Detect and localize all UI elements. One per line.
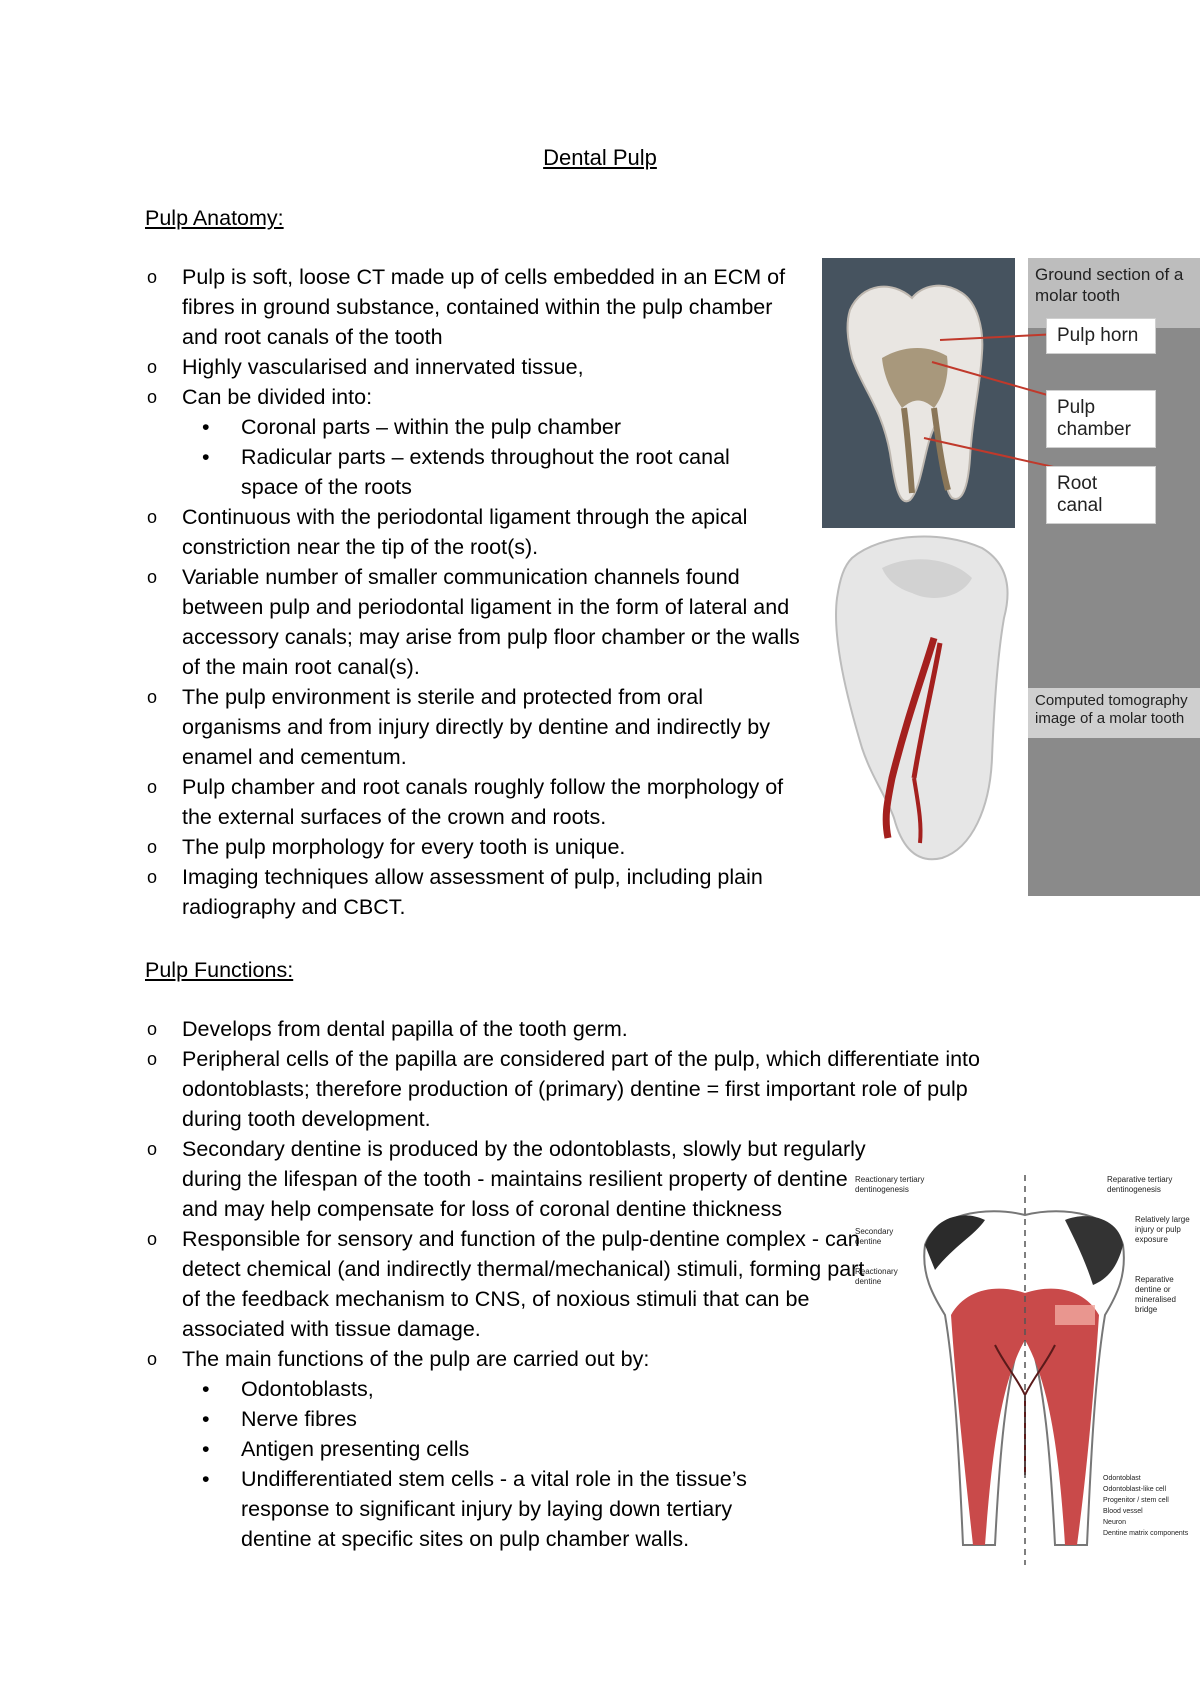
anatomy-list — [145, 262, 805, 922]
list-item: o The pulp morphology for every tooth is unique. — [145, 832, 805, 862]
dentinogenesis-figure — [855, 1175, 1200, 1565]
sub-list-item: • Antigen presenting cells — [182, 1434, 802, 1464]
figure-caption: Computed tomography image of a molar tooth — [1035, 692, 1188, 727]
list-item: o The pulp environment is sterile and protected from oral organisms and from injury directly by dentine and indirectly by enamel and cementum. — [145, 682, 805, 772]
list-item: o Variable number of smaller communication channels found between pulp and periodontal ligament in the form of lateral and accessory canals; may arise from pulp floor chamber or the walls of the main root canal(s). — [145, 562, 805, 682]
diagram-legend — [1103, 1473, 1198, 1539]
legend-item: Odontoblast-like cell — [1103, 1486, 1167, 1493]
list-item: o Peripheral cells of the papilla are considered part of the pulp, which differentiate into odontoblasts; therefore production of (primary) dentine = first important role of pulp during tooth development. — [145, 1044, 1025, 1134]
sub-list — [182, 412, 742, 502]
list-item — [145, 382, 805, 502]
sub-list-item: • Coronal parts – within the pulp chamber — [182, 412, 742, 442]
legend-item: Dentine matrix components — [1103, 1530, 1189, 1537]
root-canal-label: Root canal — [1046, 466, 1156, 524]
pulp-horn-label: Pulp horn — [1046, 318, 1156, 354]
figure-caption: Ground section of a molar tooth — [1035, 265, 1184, 305]
sub-list-item: • Radicular parts – extends throughout the root canal space of the roots — [182, 442, 742, 502]
list-item: o Develops from dental papilla of the tooth germ. — [145, 1014, 1025, 1044]
sub-list-item: • Odontoblasts, — [182, 1374, 802, 1404]
legend-item: Progenitor / stem cell — [1103, 1497, 1169, 1504]
molar-tooth-figure — [822, 258, 1200, 896]
list-item: o Responsible for sensory and function of the pulp-dentine complex - can detect chemical (and indirectly thermal/mechanical) stimuli, forming part of the feedback mechanism to CNS, of noxious stimuli that can be associated with tissue damage. — [145, 1224, 872, 1344]
anatomy-heading: Pulp Anatomy: — [145, 206, 284, 230]
legend-item: Neuron — [1103, 1519, 1126, 1526]
sub-list-item: • Nerve fibres — [182, 1404, 802, 1434]
diagram-label: Reactionary tertiary dentinogenesis — [855, 1175, 925, 1194]
pulp-chamber-label: Pulp chamber — [1046, 390, 1156, 448]
diagram-label: Reparative dentine or mineralised bridge — [1135, 1275, 1176, 1314]
sub-list — [182, 1374, 802, 1554]
legend-item: Odontoblast — [1103, 1475, 1141, 1482]
diagram-label: Secondary dentine — [855, 1227, 894, 1246]
list-item: o Secondary dentine is produced by the odontoblasts, slowly but regularly during the lifespan of the tooth - maintains resilient property of dentine and may help compensate for loss of coronal dentine thickness — [145, 1134, 875, 1224]
list-item: o Highly vascularised and innervated tissue, — [145, 352, 805, 382]
sub-list-item: • Undifferentiated stem cells - a vital role in the tissue’s response to significant injury by laying down tertiary dentine at specific sites on pulp chamber walls. — [182, 1464, 802, 1554]
legend-item: Blood vessel — [1103, 1508, 1143, 1515]
list-item-text: Can be divided into: — [182, 385, 373, 409]
page-title: Dental Pulp — [543, 145, 657, 170]
functions-heading: Pulp Functions: — [145, 958, 294, 982]
list-item: o Continuous with the periodontal ligament through the apical constriction near the tip of the root(s). — [145, 502, 805, 562]
list-item: o Pulp is soft, loose CT made up of cells embedded in an ECM of fibres in ground substance, contained within the pulp chamber and root canals of the tooth — [145, 262, 805, 352]
diagram-label: Relatively large injury or pulp exposure — [1135, 1215, 1190, 1244]
list-item-text: The main functions of the pulp are carried out by: — [182, 1347, 650, 1371]
diagram-label: Reactionary dentine — [855, 1267, 898, 1286]
list-item: o Imaging techniques allow assessment of pulp, including plain radiography and CBCT. — [145, 862, 805, 922]
list-item: o Pulp chamber and root canals roughly follow the morphology of the external surfaces of the crown and roots. — [145, 772, 805, 832]
diagram-label: Reparative tertiary dentinogenesis — [1107, 1175, 1173, 1194]
